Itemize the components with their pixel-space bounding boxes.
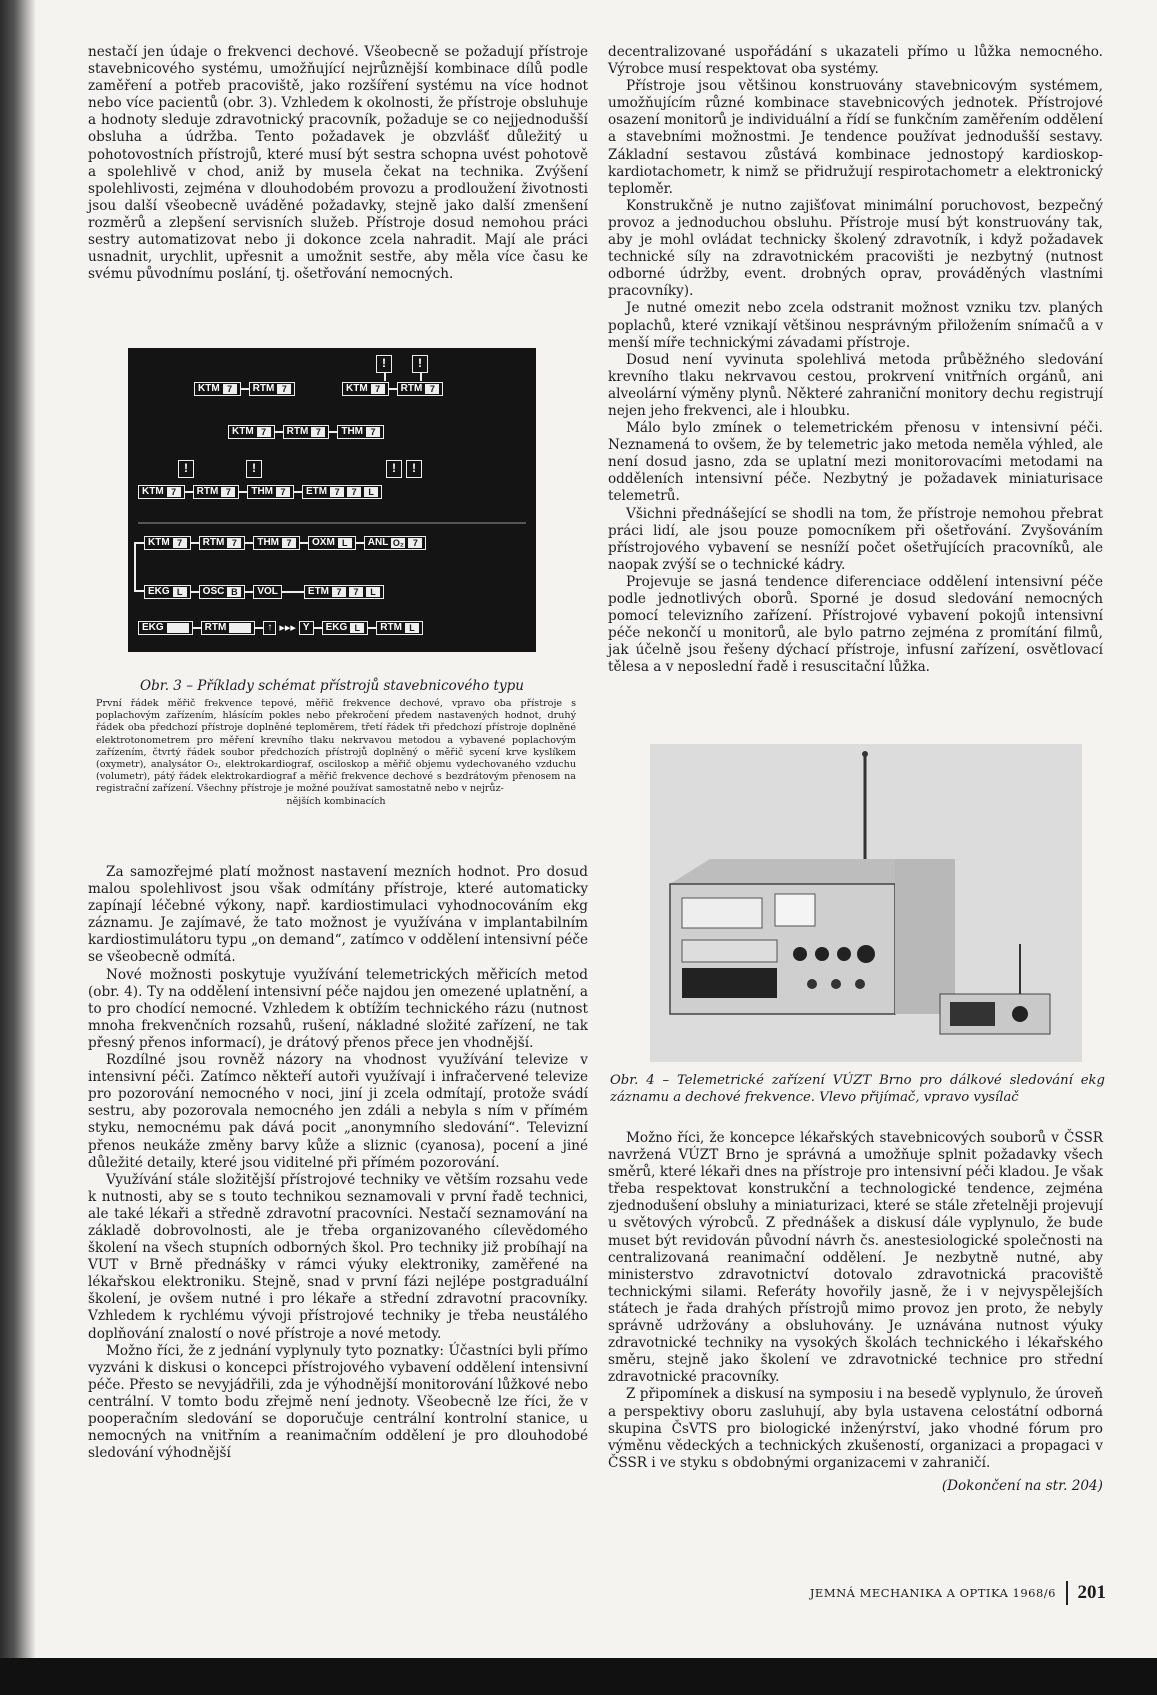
paragraph: Je nutné omezit nebo zcela odstranit možnost vzniku tzv. planých poplachů, které vznikají většinou nesprávným přiložením snímačů a v menší míře technickými závadami přístroje. <box>608 300 1103 351</box>
module-ekg: EKG L <box>322 621 369 635</box>
wireless-arrows: ▸▸▸ <box>279 621 296 634</box>
right-column-bottom <box>608 1130 1103 1495</box>
paragraph: Rozdílné jsou rovněž názory na vhodnost využívání televize v intensivní péči. Zatímco někteří autoři využívají i infračervené televize pro pozorování nemocného v noci, jiní ji zcela odmítají, protože svádí sestru, aby pozorovala nemocného jen zdáli a nebyla s ním v přímém styku, nemocnému pak dává pocit „anonymního sledování“. Televizní přenos neukáže změny barvy kůže a sliznic (cyanosa), pocení a jiné důležité detaily, které jsou viditelné při přímém pozorování. <box>88 1052 588 1171</box>
paragraph: Projevuje se jasná tendence diferenciace oddělení intensivní péče podle jednotlivých oborů. Sporné je dosud sledování nemocných pomocí televizního zařízení. Přístrojové vybavení pokojů intensivní péče nekončí u monitorů, ale bylo patrno zejména z promítání filmů, jak účelně jsou řešeny dýchací přístroje, infusní zařízení, osvětlovací tělesa a v neposlední řadě i resuscitační lůžka. <box>608 573 1103 676</box>
paragraph: Přístroje jsou většinou konstruovány stavebnicovým systémem, umožňujícím různé kombinace stavebnicových jednotek. Přístrojové osazení monitorů je individuální a řídí se funkčním zaměřením oddělení a stavebními možnostmi. Je tendence používat jednodušší sestavy. Základní sestavou zůstává kombinace jednostopý kardioskop-kardiotachometr, k nimž se přidružují respirotachometr a elektronický teploměr. <box>608 78 1103 197</box>
module-ekg: EKG L <box>144 585 191 599</box>
schematic-row-1 <box>194 381 295 396</box>
journal-name: JEMNÁ MECHANIKA A OPTIKA 1968/6 <box>809 1586 1056 1600</box>
module-ktm: KTM 7 <box>144 536 191 550</box>
binding-shadow <box>0 0 36 1695</box>
schematic-row-1b <box>342 381 443 396</box>
page-footer <box>776 1580 1106 1606</box>
left-column-top <box>88 44 588 283</box>
footer-divider <box>1066 1581 1068 1605</box>
module-oxm: OXM L <box>308 536 356 550</box>
transmitter-arrow: ↑ <box>263 621 276 635</box>
paragraph: Dosud není vyvinuta spolehlivá metoda průběžného sledování krevního tlaku nekrvavou cestou, prokrvení vnitřních orgánů, ani alveolární výměny plynů. Některé zahraniční monitory dechu registrují nejen jeho frekvenci, ale i hloubku. <box>608 351 1103 419</box>
alarm-box: ! <box>412 355 428 373</box>
figure-3-schematic <box>128 348 536 652</box>
module-rtm: RTM 7 <box>199 536 246 550</box>
module-thm: THM 7 <box>247 485 294 499</box>
schematic-row-5 <box>144 584 384 599</box>
receiver-antenna: Y <box>299 621 314 635</box>
paragraph: Všichni přednášející se shodli na tom, že přístroje nemohou přebrat práci lidí, ale jsou pouze pomocníkem při ošetřování. Zvyšováním přístrojového vybavení se nesníží počet ošetřujících pracovníků, ale naopak zvýší se o technické kádry. <box>608 505 1103 573</box>
module-rtm: RTM 7 <box>193 485 240 499</box>
paragraph: Z připomínek a diskusí na symposiu i na besedě vyplynulo, že úroveň a perspektivy oboru zasluhují, aby byla ustavena celostátní odborná skupina ČsVTS pro biologické inženýrství, jako vhodné fórum pro výměnu vědeckých a technických zkušeností, organizaci a propagaci v ČSSR i ve styku s obdobnými organizacemi v zahraničí. <box>608 1386 1103 1471</box>
module-ktm: KTM 7 <box>342 382 389 396</box>
right-column-top <box>608 44 1103 676</box>
module-ktm: KTM 7 <box>194 382 241 396</box>
alarm-box: ! <box>376 355 392 373</box>
telemetry-device-illustration <box>650 744 1082 1062</box>
module-thm: THM 7 <box>253 536 300 550</box>
module-vol: VOL <box>253 585 282 599</box>
module-rtm: RTM <box>201 621 256 635</box>
module-anl: ANL O₂ 7 <box>364 536 427 550</box>
paragraph: Využívání stále složitější přístrojové techniky ve větším rozsahu vede k nutnosti, aby se s touto technikou seznamovali v první řadě technici, ale také lékaři a středně zdravotní pracovníci. Nestačí seznamování na základě dobrovolnosti, ale je třeba organizovaného cílevědomého školení na všech stupních odborných škol. Pro techniky již probíhají na VUT v Brně přednášky v rámci výuky elektroniky, zaměřené na lékařskou elektroniku. Stejně, snad v první fázi nejlépe postgraduální školení, je ovšem nutné i pro lékaře a střední zdravotní pracovníky. Vzhledem k rychlému vývoji přístrojové techniky je třeba neustálého doplňování znalostí o nové přístroje a nové metody. <box>88 1171 588 1342</box>
figure-4-photo <box>650 744 1082 1062</box>
module-etm: ETM 7 7 L <box>304 585 384 599</box>
paragraph: Možno říci, že z jednání vyplynuly tyto poznatky: Účastníci byli přímo vyzváni k diskusi o koncepci přístrojového vybavení oddělení intensivní péče. Přesto se nevyjádřili, zda je výhodnější monitorování lůžkové nebo centrální. V tomto bodu zřejmě není jednoty. Všeobecně lze říci, že v pooperačním sledování se doporučuje centrální kontrolní stanice, u nemocných na vnitřním a reanimačním oddělení je pro dlouhodobé sledování výhodnější <box>88 1342 588 1462</box>
paragraph: Konstrukčně je nutno zajišťovat minimální poruchovost, bezpečný provoz a jednoduchou obsluhu. Přístroje musí být konstruovány tak, aby je mohl ovládat technicky školený zdravotník, i když požadavek technické síly na zdravotnickém pracovišti je nezbytný (nutnost odborné údržby, event. drobných oprav, prováděných vlastními pracovníky). <box>608 197 1103 300</box>
paragraph: decentralizované uspořádání s ukazateli přímo u lůžka nemocného. Výrobce musí respektovat oba systémy. <box>608 44 1103 78</box>
alarm-box: ! <box>406 460 422 478</box>
module-rtm: RTM L <box>376 621 423 635</box>
page-number: 201 <box>1077 1582 1106 1603</box>
scan-edge <box>0 1658 1157 1695</box>
module-ktm: KTM 7 <box>228 425 275 439</box>
module-thm: THM 7 <box>337 425 384 439</box>
schematic-row-2 <box>228 424 384 439</box>
module-ktm: KTM 7 <box>138 485 185 499</box>
module-osc: OSC B <box>199 585 246 599</box>
paragraph: Možno říci, že koncepce lékařských stavebnicových souborů v ČSSR navržená VÚZT Brno je správná a umožňuje splnit požadavky všech směrů, které lékaři dnes na přístroje pro intensivní péči kladou. Je však třeba respektovat konstrukční a technologické tendence, zejména zjednodušení obsluhy a miniaturizaci, které se stále zřetelněji projevují u světových výrobců. Z přednášek a diskusí dále vyplynulo, že bude muset být revidován původní návrh čs. anestesiologické společnosti na centralizovaná reanimační oddělení. Je nezbytně nutné, aby ministerstvo zdravotnictví dotovalo zdravotnická pracoviště technickými silami. Referáty hovořily jasně, že i v nejvyspělejších státech je řada drahých přístrojů mimo provoz jen proto, že nebyly správně udržovány a obsluhovány. Je uznávána nutnost výuky zdravotnické techniky na vysokých školách technického i lékařského směru, stejně jako školení ve zdravotnické technice pro střední zdravotnické pracovníky. <box>608 1130 1103 1386</box>
figure-3-caption-text <box>96 698 576 808</box>
schematic-row-6 <box>138 620 423 635</box>
paragraph: nestačí jen údaje o frekvenci dechové. Všeobecně se požadují přístroje stavebnicového systému, umožňující nejrůznější kombinace dílů podle zaměření a potřeb pracoviště, jako rozšíření systému na více hodnot nebo více pacientů (obr. 3). Vzhledem k okolnosti, že přístroje obsluhuje a hodnoty sleduje zdravotnický pracovník, požaduje se co nejjednodušší obsluha a údržba. Tento požadavek je obzvlášť důležitý u pohotovostních přístrojů, které musí být sestra schopna uvést pohotově a spolehlivě v chod, aniž by musela čekat na technika. Zvýšení spolehlivosti, zejména v dlouhodobém provozu a prodloužení životnosti jsou další všeobecně uváděné požadavky, stejně jako další zmenšení rozměrů a zlepšení servisních služeb. Přístroje dosud nemohou práci sestry automatizovat nebo ji dokonce zcela nahradit. Mají ale práci usnadnit, urychlit, upřesnit a umožnit sestře, aby měla více času ke svému původnímu poslání, tj. ošetřování nemocných. <box>88 44 588 283</box>
alarm-box: ! <box>178 460 194 478</box>
caption-body: První řádek měřič frekvence tepové, měřič frekvence dechové, vpravo oba přístroje s poplachovým zařízením, hlásícím pokles nebo překročení předem nastavených hodnot, druhý řádek oba předchozí přístroje doplněné teploměrem, třetí řádek tři předchozí přístroje doplněné elektrotonometrem pro měření krevního tlaku nekrvavou metodou a vybavené poplachovým zařízením, čtvrtý řádek soubor předchozích přístrojů doplněný o měřič sycení krve kyslíkem (oxymetr), analysátor O₂, elektrokardiograf, osciloskop a měřič objemu vydechovaného vzduchu (volumetr), pátý řádek elektrokardiograf a měřič frekvence dechové s bezdrátovým přenosem na registrační zařízení. Všechny přístroje je možné používat samostatně nebo v nejrůz- <box>96 698 576 795</box>
figure-3-caption-title: Obr. 3 – Příklady schémat přístrojů stavebnicového typu <box>140 678 524 694</box>
paragraph: Nové možnosti poskytuje využívání telemetrických měřicích metod (obr. 4). Ty na oddělení intensivní péče najdou jen omezené uplatnění, a to pro chodící nemocné. Vzhledem k obtížím technického rázu (nutnost mnoha frekvenčních rozsahů, rušení, nákladné složité zařízení, ne tak přesný přenos informací), je drátový přenos přece jen vhodnější. <box>88 966 588 1051</box>
paragraph: Málo bylo zmínek o telemetrickém přenosu v intensivní péči. Neznamená to ovšem, že by telemetric jako metoda neměla výhled, ale není dosud jasno, zda se uplatní mezi monitorovacími metodami na odděleních intensivní péče. Nezbytný je požadavek miniaturisace telemetrů. <box>608 420 1103 505</box>
module-rtm: RTM 7 <box>249 382 296 396</box>
module-rtm: RTM 7 <box>283 425 330 439</box>
schematic-row-4 <box>144 535 426 550</box>
module-etm: ETM 7 7 L <box>302 485 382 499</box>
module-ekg: EKG <box>138 621 193 635</box>
module-rtm: RTM 7 <box>397 382 444 396</box>
paragraph: Za samozřejmé platí možnost nastavení mezních hodnot. Pro dosud malou spolehlivost jsou však odmítány přístroje, které automaticky zapínají léčebné výkony, např. kardiostimulaci vyhodnocováním ekg záznamu. Je zajímavé, že tato možnost je využívána v implantabilním kardiostimulátoru typu „on demand“, zatímco v oddělení intensivní péče se všeobecně odmítá. <box>88 864 588 966</box>
figure-4-caption: Obr. 4 – Telemetrické zařízení VÚZT Brno pro dálkové sledování ekg záznamu a dechové frekvence. Vlevo přijímač, vpravo vysílač <box>610 1073 1105 1105</box>
alarm-box: ! <box>246 460 262 478</box>
left-column-bottom <box>88 864 588 1462</box>
caption-end: nějších kombinacích <box>286 795 386 807</box>
continuation-note: (Dokončení na str. 204) <box>941 1477 1103 1494</box>
alarm-box: ! <box>386 460 402 478</box>
schematic-row-3 <box>138 484 382 499</box>
